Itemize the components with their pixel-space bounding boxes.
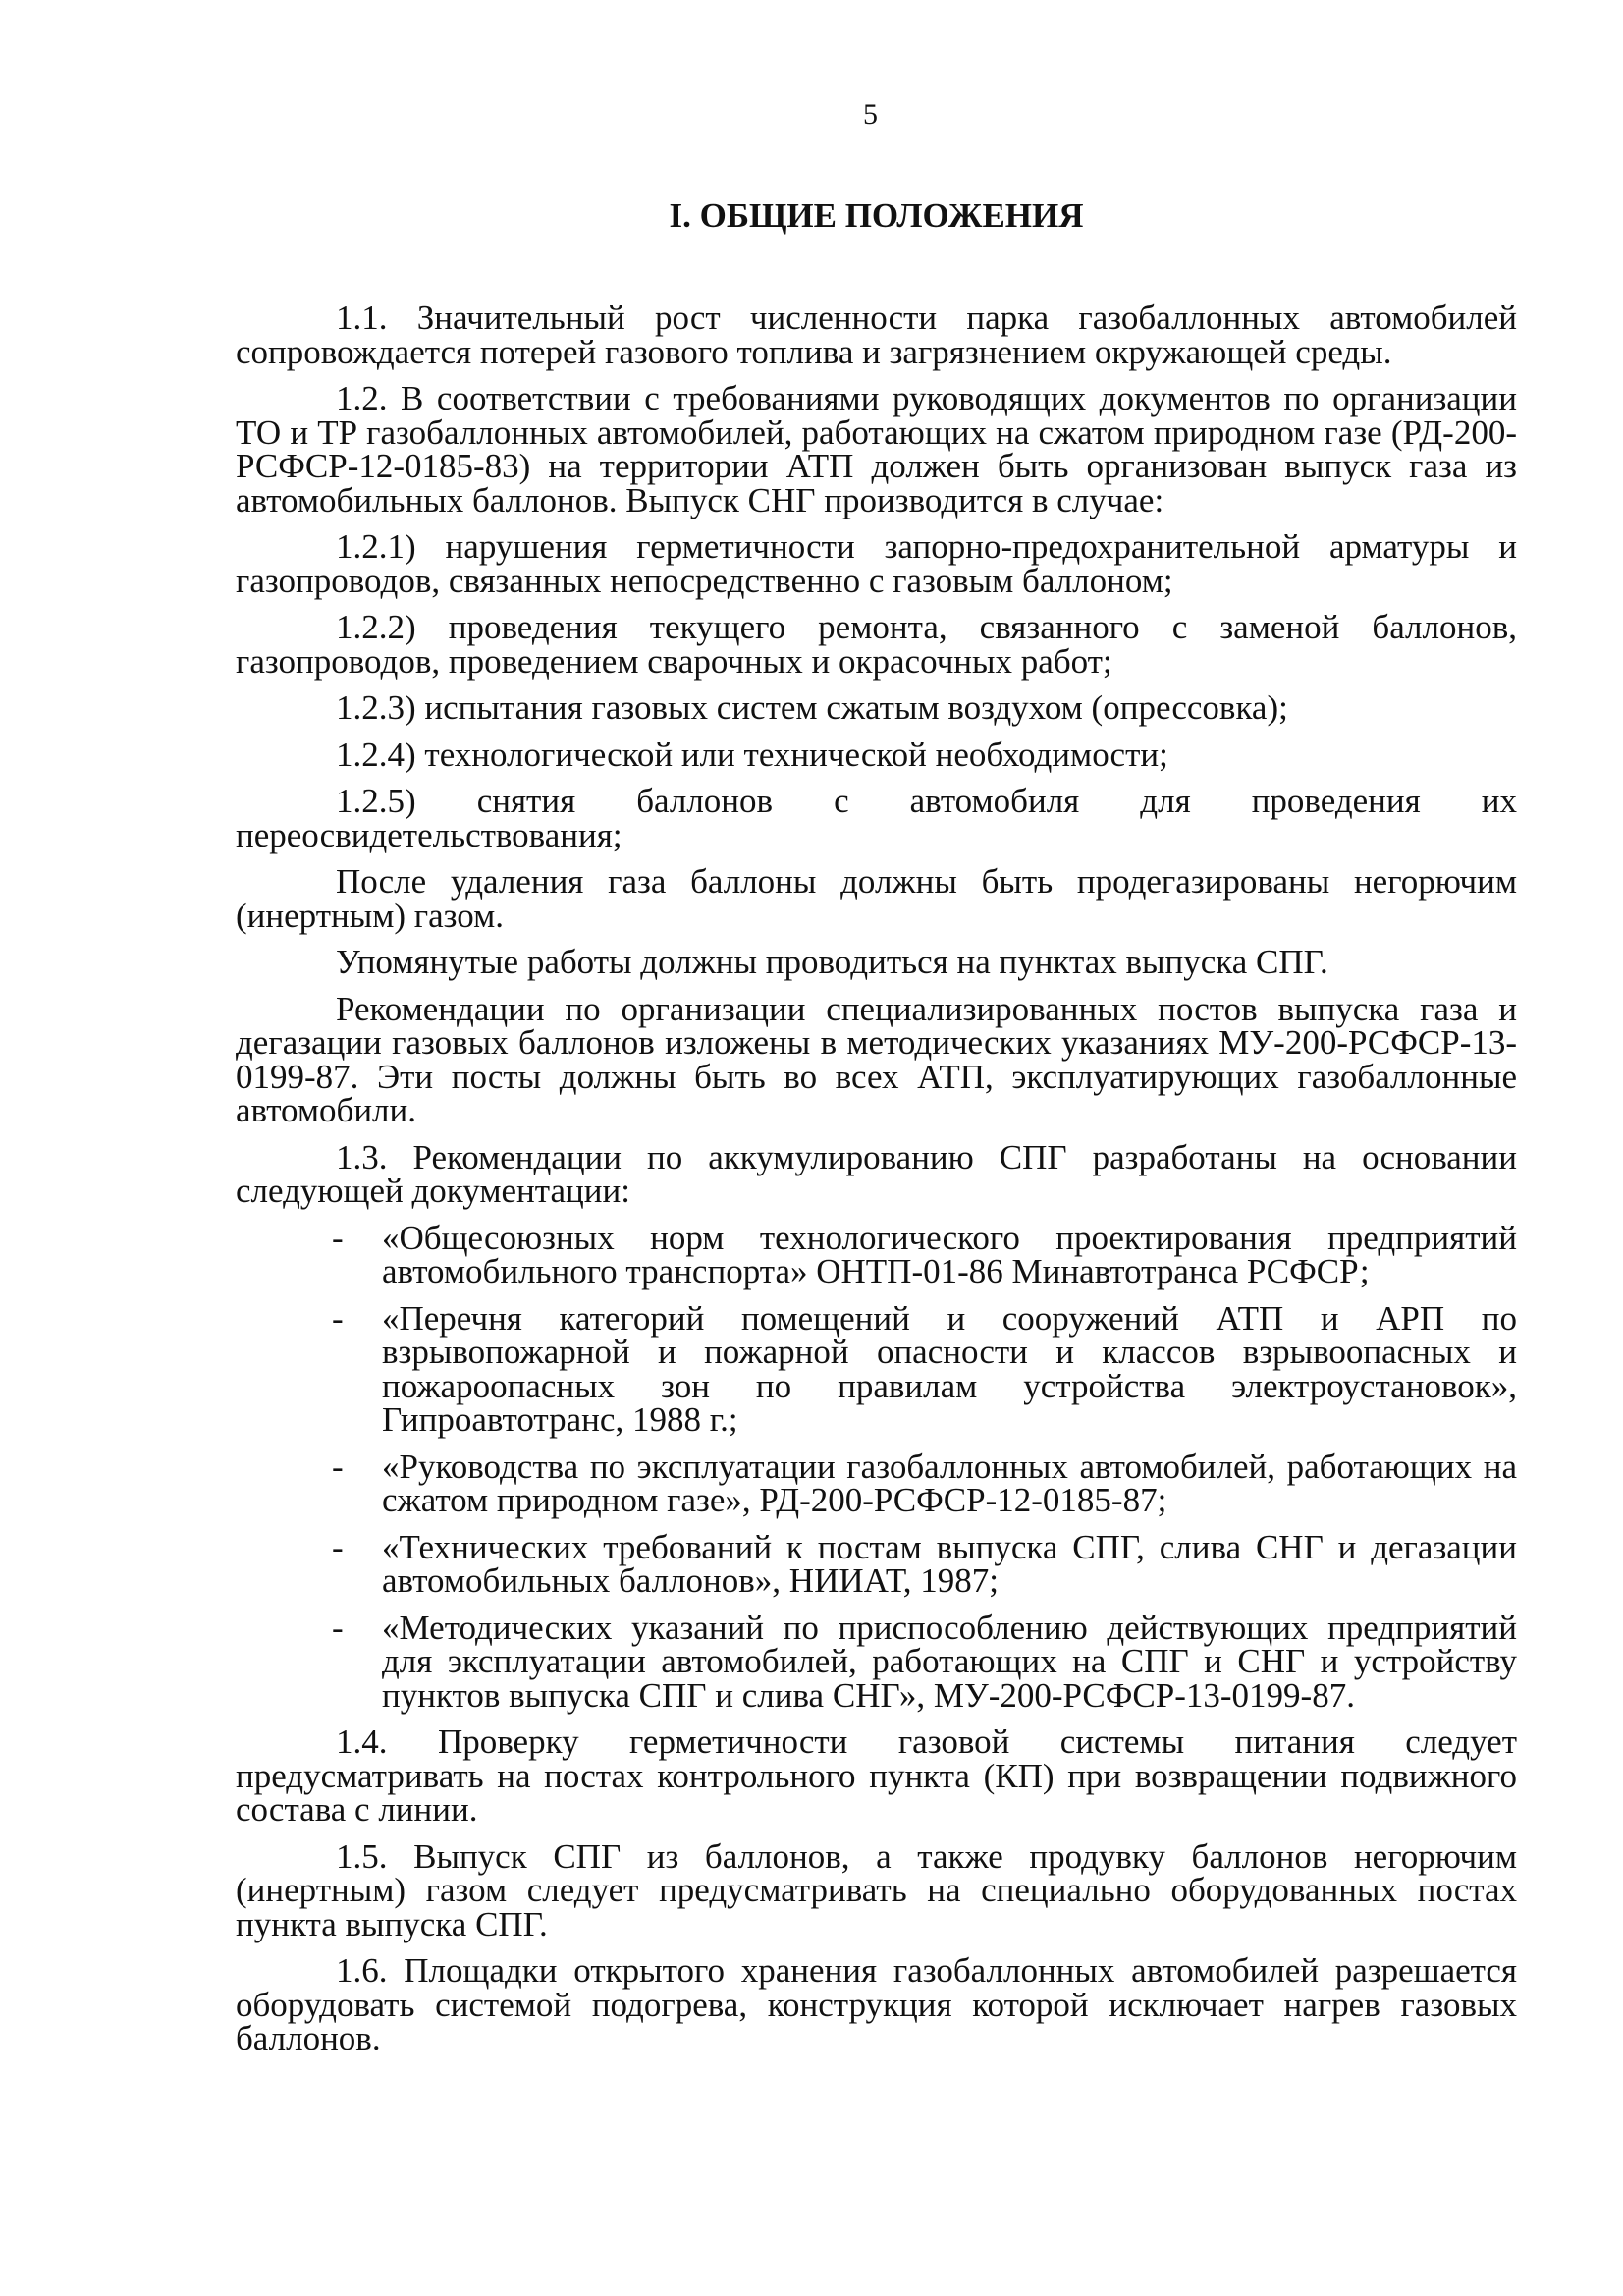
list-item-text: «Методических указаний по приспособлению действующих предприятий для эксплуатации автомобилей, работающих на СПГ и СНГ и устройству пунктов выпуска СПГ и слива СНГ», МУ-200-РСФСР-13-0199-87. — [382, 1608, 1517, 1715]
paragraph-1-2-5: 1.2.5) снятия баллонов с автомобиля для проведения их переосвидетельствования; — [236, 782, 1517, 854]
paragraph-1-2-4: 1.2.4) технологической или технической необходимости; — [336, 735, 1168, 774]
paragraph-1-2: 1.2. В соответствии с требованиями руководящих документов по организации ТО и ТР газобаллонных автомобилей, работающих на сжатом природном газе (РД-200-РСФСР-12-0185-83) на территории АТП должен быть организован выпуск газа из автомобильных баллонов. Выпуск СНГ производится в случае: — [236, 379, 1517, 519]
list-item — [236, 1608, 1517, 1715]
paragraph-1-2-1: 1.2.1) нарушения герметичности запорно-предохранительной арматуры и газопроводов, связанных непосредственно с газовым баллоном; — [236, 527, 1517, 600]
document-body — [236, 301, 1517, 2069]
list-item — [236, 1527, 1517, 1600]
bullet-dash: - — [332, 1447, 344, 1486]
bullet-dash: - — [332, 1608, 344, 1647]
list-item-text: «Общесоюзных норм технологического проектирования предприятий автомобильного транспорта» ОНТП-01-86 Минавтотранса РСФСР; — [382, 1218, 1517, 1290]
paragraph-1-3: 1.3. Рекомендации по аккумулированию СПГ разработаны на основании следующей документации: — [236, 1137, 1517, 1210]
paragraph-1-4: 1.4. Проверку герметичности газовой системы питания следует предусматривать на постах контрольного пункта (КП) при возвращении подвижного состава с линии. — [236, 1722, 1517, 1829]
documents-list — [236, 1218, 1517, 1715]
paragraph-degassing: После удаления газа баллоны должны быть продегазированы негорючим (инертным) газом. — [236, 862, 1517, 935]
paragraph-1-6: 1.6. Площадки открытого хранения газобаллонных автомобилей разрешается оборудовать системой подогрева, конструкция которой исключает нагрев газовых баллонов. — [236, 1951, 1517, 2057]
paragraph-recommendations: Рекомендации по организации специализированных постов выпуска газа и дегазации газовых баллонов изложены в методических указаниях МУ-200-РСФСР-13-0199-87. Эти посты должны быть во всех АТП, эксплуатирующих газобаллонные автомобили. — [236, 989, 1517, 1129]
paragraph-1-5: 1.5. Выпуск СПГ из баллонов, а также продувку баллонов негорючим (инертным) газом следует предусматривать на специально оборудованных постах пункта выпуска СПГ. — [236, 1836, 1517, 1943]
bullet-dash: - — [332, 1298, 344, 1338]
section-heading: I. ОБЩИЕ ПОЛОЖЕНИЯ — [669, 196, 1084, 235]
list-item — [236, 1298, 1517, 1439]
bullet-dash: - — [332, 1527, 344, 1566]
paragraph-1-1: 1.1. Значительный рост численности парка газобаллонных автомобилей сопровождается потерей газового топлива и загрязнением окружающей среды. — [236, 299, 1517, 371]
list-item-text: «Руководства по эксплуатации газобаллонных автомобилей, работающих на сжатом природном газе», РД-200-РСФСР-12-0185-87; — [382, 1447, 1517, 1519]
list-item — [236, 1218, 1517, 1290]
paragraph-1-2-2: 1.2.2) проведения текущего ремонта, связанного с заменой баллонов, газопроводов, проведением сварочных и окрасочных работ; — [236, 608, 1517, 681]
list-item-text: «Технических требований к постам выпуска СПГ, слива СНГ и дегазации автомобильных баллонов», НИИАТ, 1987; — [382, 1527, 1517, 1600]
page-number: 5 — [863, 98, 878, 131]
paragraph-works: Упомянутые работы должны проводиться на пунктах выпуска СПГ. — [336, 943, 1328, 981]
paragraph-1-2-3: 1.2.3) испытания газовых систем сжатым воздухом (опрессовка); — [336, 688, 1288, 727]
list-item — [236, 1447, 1517, 1519]
list-item-text: «Перечня категорий помещений и сооружений АТП и АРП по взрывопожарной и пожарной опасности и классов взрывоопасных и пожароопасных зон по правилам устройства электроустановок», Гипроавтотранс, 1988 г.; — [382, 1298, 1517, 1439]
bullet-dash: - — [332, 1218, 344, 1257]
